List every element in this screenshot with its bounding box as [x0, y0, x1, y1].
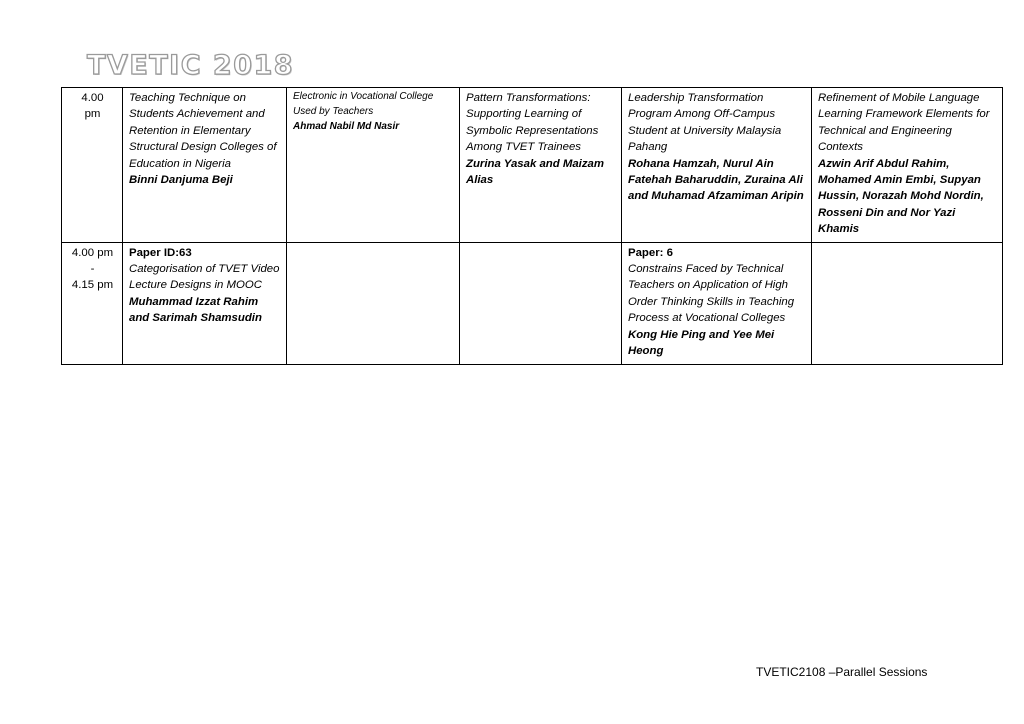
- paper-title: Constrains Faced by Technical Teachers on Application of High Order Thinking Skills in Teaching Process at Vocational Colleges: [628, 263, 795, 325]
- paper-authors: Azwin Arif Abdul Rahim, Mohamed Amin Embi, Supyan Hussin, Norazah Mohd Nordin, Rosseni Din and Nor Yazi Khamis: [818, 157, 984, 236]
- session-time: 4.00 pm: [62, 88, 123, 243]
- paper-authors: Kong Hie Ping and Yee Mei Heong: [628, 328, 775, 358]
- session-cell: [622, 242, 812, 364]
- empty-cell: [460, 242, 622, 364]
- paper-title: Refinement of Mobile Language Learning Framework Elements for Technical and Engineering Contexts: [818, 92, 990, 154]
- paper-authors: Muhammad Izzat Rahim and Sarimah Shamsudin: [129, 295, 262, 325]
- empty-cell: [287, 242, 460, 364]
- paper-title: Pattern Transformations: Supporting Learning of Symbolic Representations Among TVET Trainees: [466, 92, 599, 154]
- session-cell: [123, 242, 287, 364]
- paper-authors: Binni Danjuma Beji: [129, 174, 233, 187]
- session-time: 4.00 pm - 4.15 pm: [62, 242, 123, 364]
- empty-cell: [812, 242, 1003, 364]
- session-cell: [287, 88, 460, 243]
- session-cell: [460, 88, 622, 243]
- table-row: [62, 242, 1003, 364]
- session-cell: [812, 88, 1003, 243]
- paper-id: Paper: 6: [628, 246, 673, 259]
- paper-authors: Ahmad Nabil Md Nasir: [293, 120, 400, 132]
- paper-title: Categorisation of TVET Video Lecture Designs in MOOC: [129, 263, 280, 292]
- paper-id: Paper ID:63: [129, 246, 192, 259]
- table-row: [62, 88, 1003, 243]
- paper-title: Electronic in Vocational College Used by Teachers: [293, 91, 434, 117]
- conference-logo: TVETIC 2018: [87, 50, 295, 81]
- parallel-sessions-table: [61, 87, 1003, 365]
- paper-authors: Zurina Yasak and Maizam Alias: [466, 157, 605, 187]
- paper-authors: Rohana Hamzah, Nurul Ain Fatehah Baharuddin, Zuraina Ali and Muhamad Afzamiman Aripin: [628, 157, 804, 203]
- session-cell: [123, 88, 287, 243]
- session-cell: [622, 88, 812, 243]
- page-footer: TVETIC2108 –Parallel Sessions: [756, 665, 928, 679]
- paper-title: Leadership Transformation Program Among Off-Campus Student at University Malaysia Pahang: [628, 92, 782, 154]
- paper-title: Teaching Technique on Students Achievement and Retention in Elementary Structural Design Colleges of Education in Nigeria: [129, 92, 277, 170]
